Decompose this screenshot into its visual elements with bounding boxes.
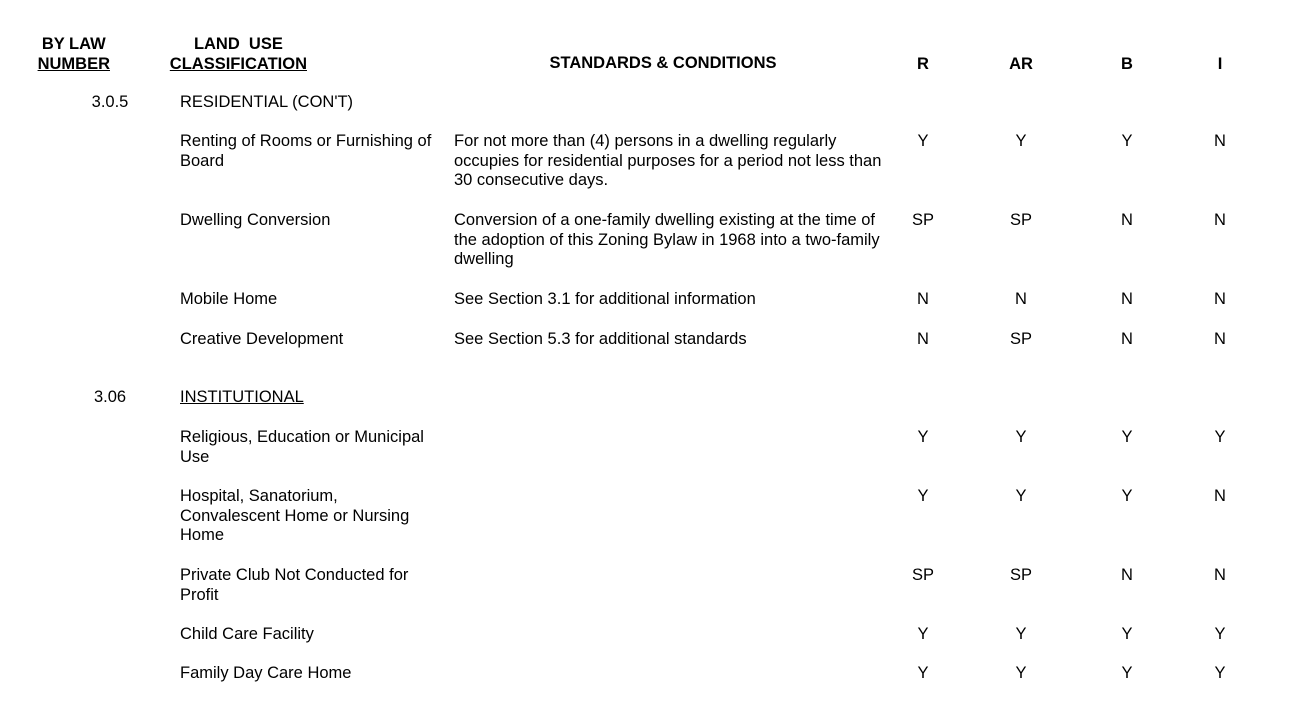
standards-conditions: Conversion of a one-family dwelling existing at the time of the adoption of this Zoning Bylaw in 1968 into a two-family dwelling [454, 211, 880, 269]
standards-conditions: For not more than (4) persons in a dwelling regularly occupies for residential purposes for a period not less than 30 consecutive days. [454, 132, 882, 190]
header-landuse-line1: LAND USE [193, 35, 283, 53]
land-use-classification: Hospital, Sanatorium, Convalescent Home or Nursing Home [180, 487, 410, 545]
section-title: INSTITUTIONAL [180, 388, 304, 406]
land-use-classification: Creative Development [180, 330, 344, 348]
land-use-classification: Private Club Not Conducted for Profit [180, 566, 409, 604]
land-use-classification: Dwelling Conversion [180, 211, 331, 229]
land-use-classification: Child Care Facility [180, 625, 314, 643]
land-use-classification: Family Day Care Home [180, 664, 352, 682]
section-title: RESIDENTIAL (CON'T) [180, 93, 354, 111]
zoning-table-page: BY LAW NUMBER LAND USE CLASSIFICATION STANDARDS & CONDITIONS R AR B I 3.0.5 RESIDENTIAL (CON'T) Renting of Rooms or Furnishing of Board For not more than (4) persons in a dwelling regularly occupies for residential purposes for a period not less than 30 consecutive days. Y Y Y N Dwelling Conversion Conversion of a one-family dwelling existing at the time of the adoption of this Zoning Bylaw in 1968 into a two-family dwelling SP SP N N Mobile Home See Section 3.1 for additional information N N N N Creative Development See Section 5.3 for additional standards N SP N N 3.06 INSTITUTIONAL Religious, Education or Municipal Use Y Y Y Y Hospital, Sanatorium, Convalescent Home or Nursing Home Y Y Y N Private Club Not Conducted for Profit SP SP N N Child Care Facility Y Y Y Y Family Day Care Home Y Y Y Y [37, 35, 1226, 682]
header-bylaw-line2: NUMBER [37, 54, 110, 73]
land-use-classification: Mobile Home [180, 290, 278, 308]
land-use-classification: Renting of Rooms or Furnishing of Board [180, 132, 432, 170]
header-landuse-line2: CLASSIFICATION [169, 54, 307, 73]
header-bylaw-line1: BY LAW [41, 35, 106, 53]
standards-conditions: See Section 5.3 for additional standards [454, 330, 747, 348]
land-use-classification: Religious, Education or Municipal Use [180, 428, 424, 466]
standards-conditions: See Section 3.1 for additional information [454, 290, 756, 308]
